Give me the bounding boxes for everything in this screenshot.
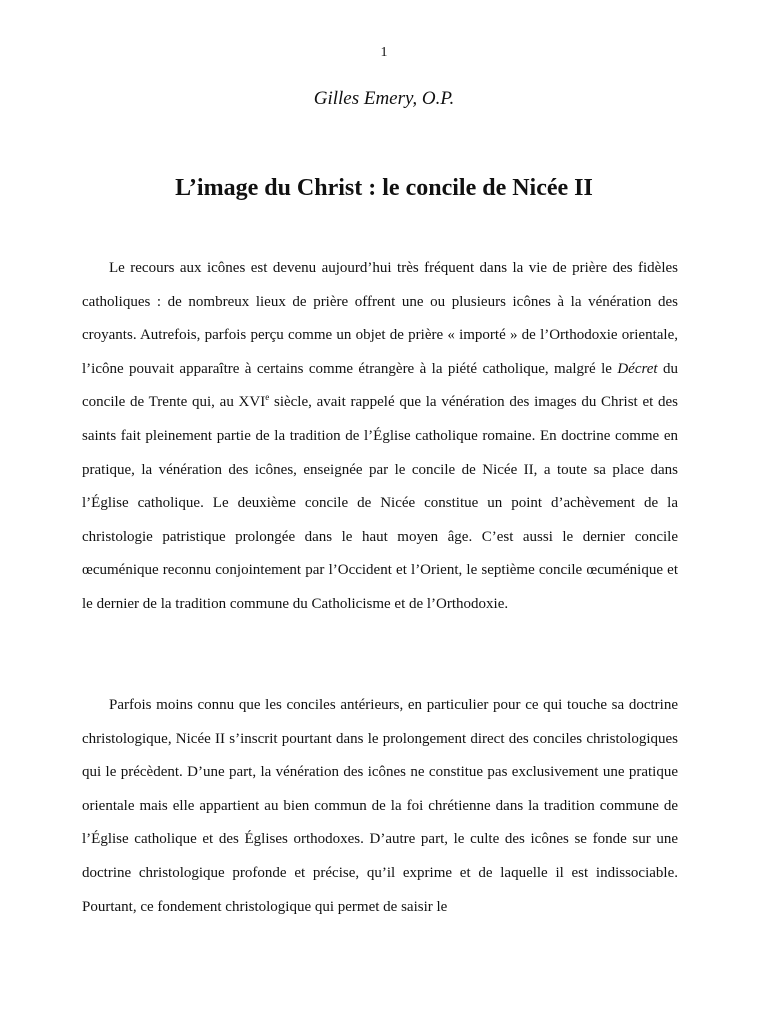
paragraph-1-text-middle: du concile de Trente qui, au XVI (82, 360, 679, 411)
paragraph-2: Parfois moins connu que les conciles antérieurs, en particulier pour ce qui touche sa doctrine christologique, Nicée II s’inscrit pourtant dans le prolongement direct des conciles christologiques qui le précèdent. D’une part, la vénération des icônes ne constitue pas exclusivement une pratique orientale mais elle appartient au bien commun de la foi chrétienne dans la tradition commune de l’Église catholique et des Églises orthodoxes. D’autre part, le culte des icônes se fonde sur une doctrine christologique profonde et précise, qu’il exprime et de laquelle il est indissociable. Pourtant, ce fondement christologique qui permet de saisir le (82, 697, 678, 915)
paragraph-1-text-start: Le recours aux icônes est devenu aujourd’hui très fréquent dans la vie de prière des fidèles catholiques : de nombreux lieux de prière offrent une ou plusieurs icônes à la vénération des croyants. Autrefois, parfois perçu comme un objet de prière « importé » de l’Orthodoxie orientale, l’icône pouvait apparaître à certains comme étrangère à la piété catholique, malgré le (82, 260, 678, 377)
document-title: L’image du Christ : le concile de Nicée II (175, 175, 593, 201)
century-superscript: e (265, 392, 270, 403)
page-number: 1 (380, 45, 388, 60)
paragraph-1-text-end: siècle, avait rappelé que la vénération des images du Christ et des saints fait pleinement partie de la tradition de l’Église catholique romaine. En doctrine comme en pratique, la vénération des icônes, enseignée par le concile de Nicée II, a toute sa place dans l’Église catholique. Le deuxième concile de Nicée constitue un point d’achèvement de la christologie patristique prolongée dans le haut moyen âge. C’est aussi le dernier concile œcuménique reconnu conjointement par l’Occident et l’Orient, le septième concile œcuménique et le dernier de la tradition commune du Catholicisme et de l’Orthodoxie. (82, 394, 679, 612)
decret-reference: Décret (617, 360, 658, 377)
paragraph-1 (82, 252, 678, 622)
author-name: Gilles Emery, O.P. (313, 88, 455, 109)
